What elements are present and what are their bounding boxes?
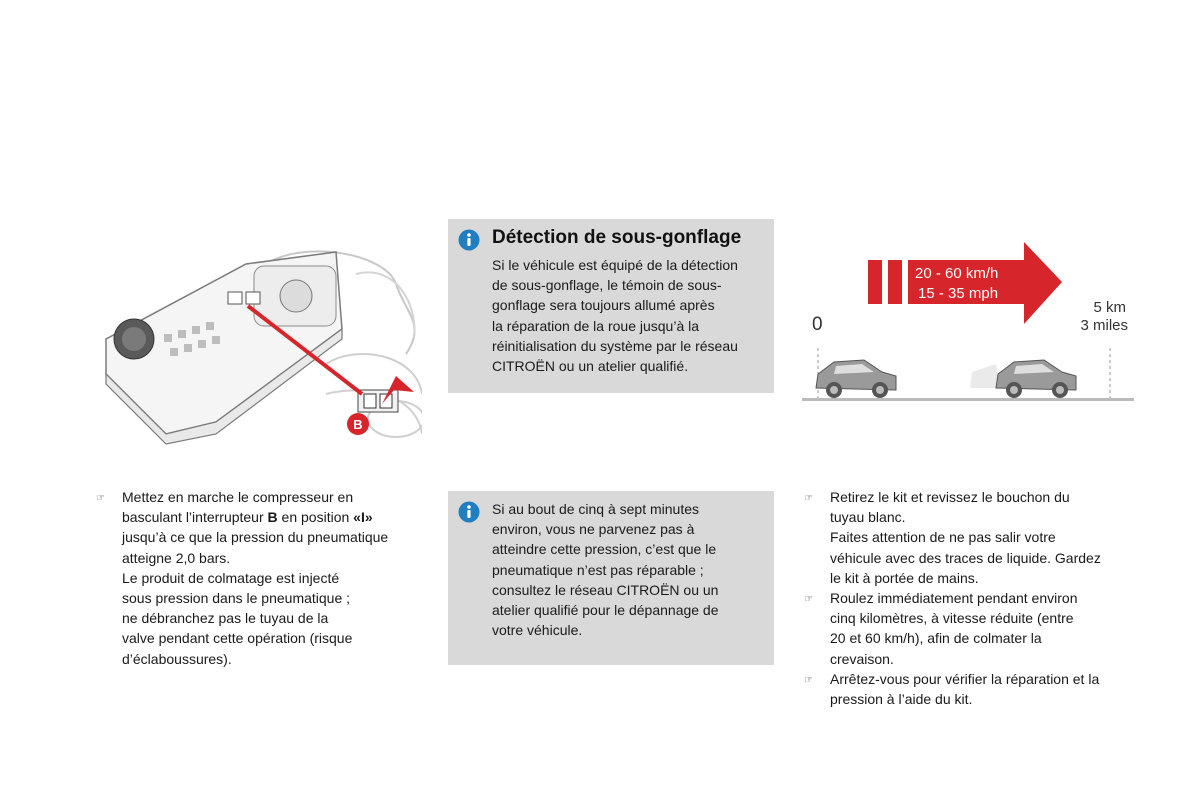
box-body <box>492 499 768 640</box>
text-line: d’éclaboussures). <box>122 650 232 667</box>
speed-mph-label: 15 - 35 mph <box>918 285 999 302</box>
instructions-left <box>96 487 426 669</box>
text-line: Arrêtez-vous pour vérifier la réparation et la <box>830 670 1100 687</box>
speed-distance-illustration <box>800 238 1134 404</box>
text-line: Le produit de colmatage est injecté <box>122 569 340 586</box>
box-line: de sous-gonflage, le témoin de sous- <box>492 277 722 294</box>
text-line: Retirez le kit et revissez le bouchon du <box>830 489 1070 505</box>
text-line: Roulez immédiatement pendant environ <box>830 590 1078 607</box>
text-line: tuyau blanc. <box>830 509 906 526</box>
list-item <box>804 588 1144 669</box>
text-line: le kit à portée de mains. <box>830 569 979 586</box>
instructions-right <box>804 487 1144 709</box>
text-line: Mettez en marche le compresseur en <box>122 489 354 505</box>
box-line: Si au bout de cinq à sept minutes <box>492 501 700 517</box>
info-icon <box>458 229 480 251</box>
pointing-hand-icon: ☞ <box>804 594 813 606</box>
info-box-underinflation <box>448 219 774 393</box>
list-item <box>96 487 426 669</box>
info-icon <box>458 501 480 523</box>
text-line: crevaison. <box>830 650 894 667</box>
compressor-illustration <box>96 244 422 450</box>
box-line: pneumatique n’est pas réparable ; <box>492 561 704 578</box>
distance-miles-label: 3 miles <box>1080 317 1128 334</box>
text-line: ne débranchez pas le tuyau de la <box>122 610 329 627</box>
list-item <box>804 487 1144 588</box>
moving-car-icon <box>970 360 1076 398</box>
box-line: consultez le réseau CITROËN ou un <box>492 581 719 598</box>
callout-b-label: B <box>353 417 363 432</box>
speed-kmh-label: 20 - 60 km/h <box>915 265 999 282</box>
text-line: pression à l’aide du kit. <box>830 691 973 708</box>
box-line: votre véhicule. <box>492 622 583 639</box>
text-line: atteigne 2,0 bars. <box>122 549 231 566</box>
text-line: basculant l’interrupteur B en position «I» <box>122 509 373 526</box>
text-line: véhicule avec des traces de liquide. Gardez <box>830 549 1101 566</box>
box-line: atelier qualifié pour le dépannage de <box>492 602 719 619</box>
text-line: Faites attention de ne pas salir votre <box>830 529 1056 546</box>
start-distance-label: 0 <box>812 314 823 335</box>
box-title: Détection de sous-gonflage <box>492 227 742 248</box>
box-line: réinitialisation du système par le réseau <box>492 337 738 354</box>
car-icon <box>816 360 896 398</box>
list-item <box>804 669 1144 709</box>
text-line: cinq kilomètres, à vitesse réduite (entre <box>830 610 1074 627</box>
box-line: environ, vous ne parvenez pas à <box>492 521 695 538</box>
pointing-hand-icon: ☞ <box>96 493 105 504</box>
box-line: Si le véhicule est équipé de la détection <box>492 257 738 273</box>
text-line: jusqu’à ce que la pression du pneumatique <box>122 529 389 546</box>
text-line: 20 et 60 km/h), afin de colmater la <box>830 630 1042 647</box>
pointing-hand-icon: ☞ <box>804 493 813 504</box>
box-line: la réparation de la roue jusqu’à la <box>492 317 700 334</box>
box-line: atteindre cette pression, c’est que le <box>492 541 717 558</box>
box-body <box>492 255 768 376</box>
text-line: sous pression dans le pneumatique ; <box>122 590 351 607</box>
distance-km-label: 5 km <box>1093 299 1126 316</box>
text-line: valve pendant cette opération (risque <box>122 630 353 647</box>
box-line: gonflage sera toujours allumé après <box>492 297 715 314</box>
pointing-hand-icon: ☞ <box>804 674 813 686</box>
box-line: CITROËN ou un atelier qualifié. <box>492 358 689 375</box>
info-box-pressure-warning <box>448 491 774 665</box>
